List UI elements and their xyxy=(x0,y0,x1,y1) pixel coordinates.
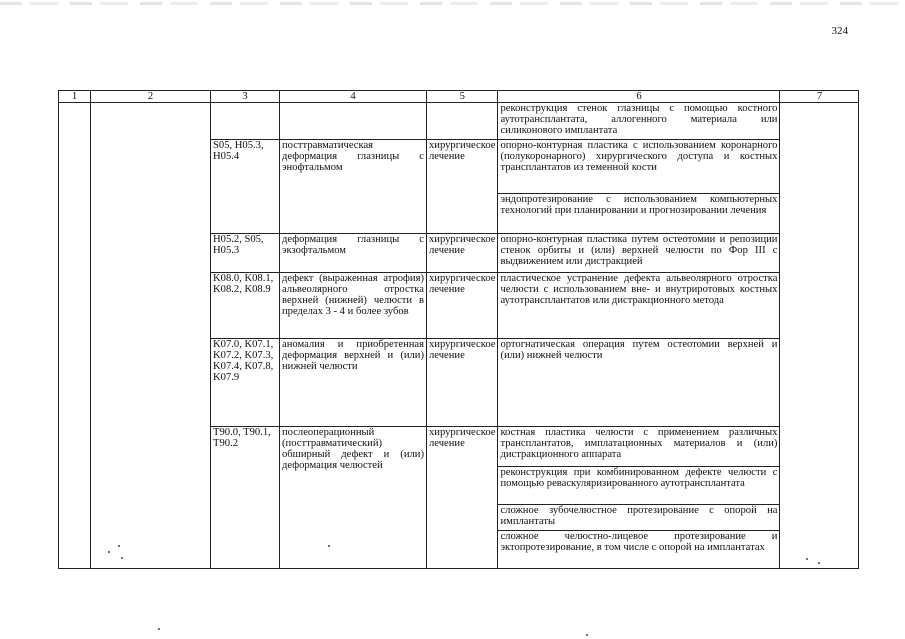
scan-speck xyxy=(108,551,110,553)
diagnosis-codes-cell: H05.2, S05, H05.3 xyxy=(211,234,280,273)
treatment-method-cell: костная пластика челюсти с применением различных трансплантатов, имплатационных материалов и (или) дистракционного аппарата xyxy=(498,427,780,467)
column-header: 6 xyxy=(498,91,780,103)
treatment-method-cell: пластическое устранение дефекта альвеолярного отростка челюсти с использованием вне- и внутриротовых костных аутотрансплантатов или дистракционного метода xyxy=(498,273,780,339)
scan-speck xyxy=(818,562,820,564)
condition-cell: аномалия и приобретенная деформация верхней и (или) нижней челюсти xyxy=(280,339,427,427)
scan-speck xyxy=(121,557,123,559)
treatment-method-cell: ортогнатическая операция путем остеотомии верхней и (или) нижней челюсти xyxy=(498,339,780,427)
condition-cell: дефект (выраженная атрофия) альвеолярного отростка верхней (нижней) челюсти в пределах 3 - 4 и более зубов xyxy=(280,273,427,339)
column-header: 2 xyxy=(91,91,211,103)
diagnosis-codes-cell xyxy=(211,103,280,140)
column-header: 7 xyxy=(780,91,859,103)
treatment-method-cell: эндопротезирование с использованием компьютерных технологий при планировании и прогнозировании лечения xyxy=(498,194,780,234)
diagnosis-codes-cell: S05, H05.3, H05.4 xyxy=(211,140,280,234)
column-header: 5 xyxy=(427,91,498,103)
scan-speck xyxy=(158,628,160,630)
treatment-method-cell: реконструкция стенок глазницы с помощью костного аутотрансплантата, аллогенного материала или силиконового имплантата xyxy=(498,103,780,140)
treatment-type-cell xyxy=(427,103,498,140)
table-row xyxy=(59,103,859,140)
scan-speck xyxy=(118,545,120,547)
treatment-type-cell: хирургическое лечение xyxy=(427,140,498,234)
condition-cell: посттравматическая деформация глазницы с энофтальмом xyxy=(280,140,427,234)
treatment-method-cell: сложное челюстно-лицевое протезирование и эктопротезирование, в том числе с опорой на имплантатах xyxy=(498,531,780,569)
condition-cell: деформация глазницы с экзофтальмом xyxy=(280,234,427,273)
column-header: 1 xyxy=(59,91,91,103)
treatment-method-cell: опорно-контурная пластика путем остеотомии и репозиции стенок орбиты и (или) верхней челюсти по Фор III с выдвижением или дистракцией xyxy=(498,234,780,273)
page-number: 324 xyxy=(831,25,848,37)
treatment-type-cell: хирургическое лечение xyxy=(427,339,498,427)
diagnosis-codes-cell: K08.0, K08.1, K08.2, K08.9 xyxy=(211,273,280,339)
column-2-cell xyxy=(91,103,211,569)
scan-edge-artifact xyxy=(0,2,905,5)
diagnosis-codes-cell: T90.0, T90.1, T90.2 xyxy=(211,427,280,569)
treatment-type-cell: хирургическое лечение xyxy=(427,234,498,273)
treatment-type-cell: хирургическое лечение xyxy=(427,427,498,569)
column-1-cell xyxy=(59,103,91,569)
treatment-method-cell: реконструкция при комбинированном дефекте челюсти с помощью реваскуляризированного аутотрансплантата xyxy=(498,467,780,505)
condition-cell xyxy=(280,103,427,140)
column-header: 4 xyxy=(280,91,427,103)
medical-procedures-table xyxy=(58,90,859,569)
scan-speck xyxy=(586,634,588,636)
diagnosis-codes-cell: K07.0, K07.1, K07.2, K07.3, K07.4, K07.8, K07.9 xyxy=(211,339,280,427)
column-header: 3 xyxy=(211,91,280,103)
scan-speck xyxy=(328,545,330,547)
column-7-cell xyxy=(780,103,859,569)
treatment-method-cell: опорно-контурная пластика с использованием коронарного (полукоронарного) хирургического доступа и костных трансплантатов из теменной кости xyxy=(498,140,780,194)
treatment-type-cell: хирургическое лечение xyxy=(427,273,498,339)
table-header-row xyxy=(59,91,859,103)
scan-speck xyxy=(806,558,808,560)
condition-cell: послеоперационный (посттравматический) обширный дефект и (или) деформация челюстей xyxy=(280,427,427,569)
treatment-method-cell: сложное зубочелюстное протезирование с опорой на имплантаты xyxy=(498,505,780,531)
